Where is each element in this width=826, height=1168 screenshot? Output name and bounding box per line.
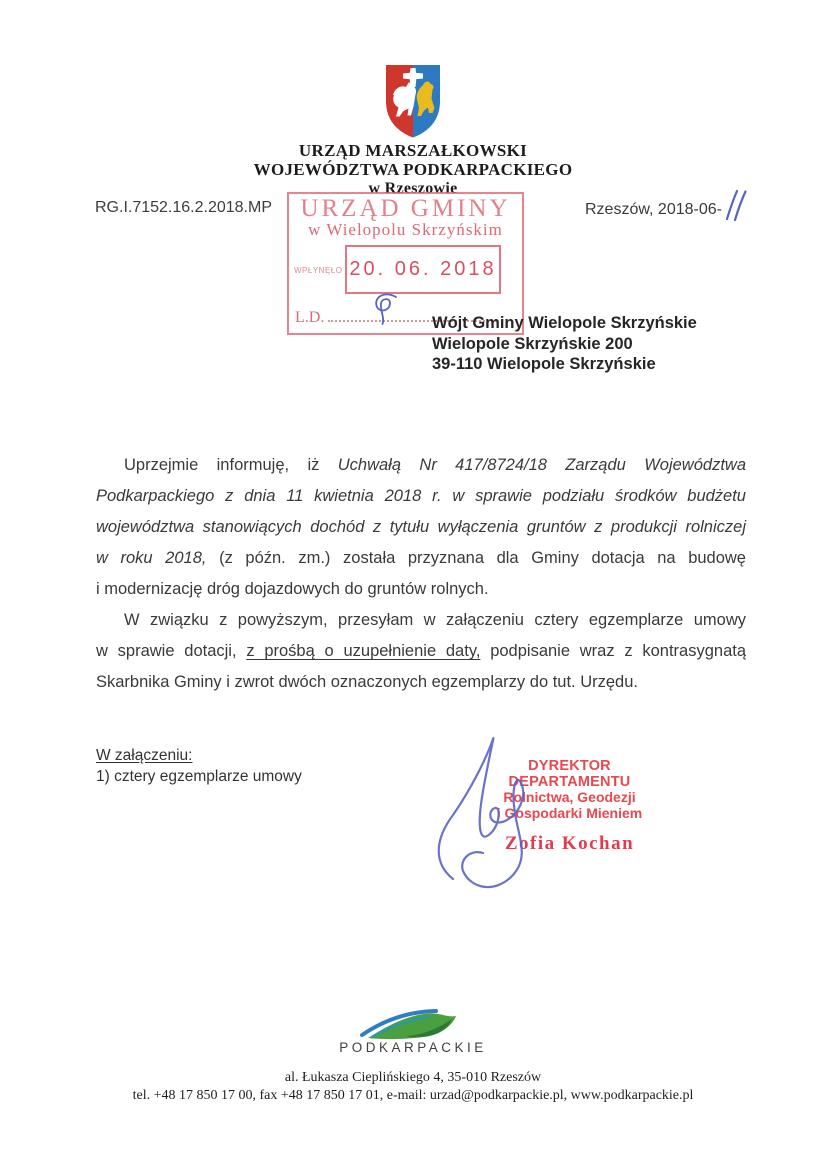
addressee-block: [432, 313, 697, 375]
body-text-segment: województwa stanowiących dochód z tytułu wyłączenia gruntów z produkcji rolniczej: [96, 518, 746, 536]
body-text-segment: Skarbnika Gminy i zwrot dwóch oznaczonych egzemplarzy do tut. Urzędu.: [96, 673, 638, 691]
body-line: [96, 512, 746, 543]
ld-handwritten-mark: [369, 288, 411, 330]
receipt-stamp-date: 20. 06. 2018: [345, 245, 501, 294]
letterhead: [0, 141, 826, 198]
body-text-segment: Uchwałą Nr 417/8724/18 Zarządu Województwa: [337, 456, 746, 474]
receipt-stamp-location: w Wielopolu Skrzyńskim: [308, 220, 503, 239]
body-line: [96, 605, 746, 636]
body-line: [96, 636, 746, 667]
enclosure-block: [96, 745, 302, 787]
letterhead-line3: w Rzeszowie: [368, 180, 458, 197]
body-text-segment: w roku 2018,: [96, 549, 207, 567]
body-paragraph: [96, 450, 746, 605]
body-line: [96, 574, 746, 605]
signature-scrawl: [425, 731, 560, 893]
director-title-line1: DYREKTOR DEPARTAMENTU: [508, 758, 631, 790]
letterhead-line2: WOJEWÓDZTWA PODKARPACKIEGO: [253, 160, 573, 179]
addressee-line1: Wójt Gminy Wielopole Skrzyńskie: [432, 314, 697, 332]
body-text-segment: Uprzejmie informuję, iż: [124, 456, 338, 474]
body-line: [96, 667, 746, 698]
addressee-line2: Wielopole Skrzyńskie 200: [432, 334, 633, 353]
enclosure-item: 1) cztery egzemplarze umowy: [96, 768, 302, 785]
body-text-segment: w sprawie dotacji,: [96, 642, 247, 660]
body-paragraph: [96, 605, 746, 698]
receipt-stamp-received-label: WPŁYNĘŁO: [294, 266, 343, 275]
footer-logo-text: PODKARPACKIE: [339, 1040, 487, 1055]
footer-address-line: al. Łukasza Cieplińskiego 4, 35-010 Rzeszów: [284, 1070, 542, 1085]
ld-label: L.D.: [295, 309, 325, 326]
body-text-segment: (z późn. zm.) została przyznana dla Gminy dotacja na budowę: [206, 549, 746, 567]
footer-contact-line: tel. +48 17 850 17 00, fax +48 17 850 17 01, e-mail: urzad@podkarpackie.pl, www.podkarpackie.pl: [132, 1088, 694, 1103]
footer-address-block: [0, 1069, 826, 1105]
body-text-segment: W związku z powyższym, przesyłam w załączeniu cztery egzemplarze umowy: [124, 611, 746, 629]
body-text-segment: podpisanie wraz z kontrasygnatą: [480, 642, 747, 660]
body-line: [96, 450, 746, 481]
director-title-line3: i Gospodarki Mieniem: [496, 804, 643, 821]
body-line: [96, 543, 746, 574]
place-and-date: Rzeszów, 2018-06-: [585, 201, 722, 218]
body-text-segment: z prośbą o uzupełnienie daty,: [246, 642, 481, 660]
signer-name: Zofia Kochan: [504, 833, 635, 854]
podkarpackie-coat-of-arms-icon: [383, 63, 443, 140]
director-title-line2: Rolnictwa, Geodezji: [503, 789, 636, 805]
addressee-line3: 39-110 Wielopole Skrzyńskie: [432, 355, 656, 373]
body-text-segment: i modernizację dróg dojazdowych do gruntów rolnych.: [96, 580, 489, 598]
letterhead-line1: URZĄD MARSZAŁKOWSKI: [298, 141, 528, 160]
letter-body: [96, 450, 746, 698]
body-text-segment: Podkarpackiego z dnia 11 kwietnia 2018 r. w sprawie podziału środków budżetu: [96, 487, 746, 505]
receipt-stamp-office: URZĄD GMINY: [300, 195, 511, 222]
handwritten-date-11: [723, 188, 749, 224]
enclosure-list: [96, 766, 302, 787]
podkarpackie-logo-icon: [356, 1007, 470, 1043]
enclosure-heading: W załączeniu:: [96, 747, 193, 764]
body-line: [96, 481, 746, 512]
reference-number: RG.I.7152.16.2.2018.MP: [95, 199, 272, 216]
